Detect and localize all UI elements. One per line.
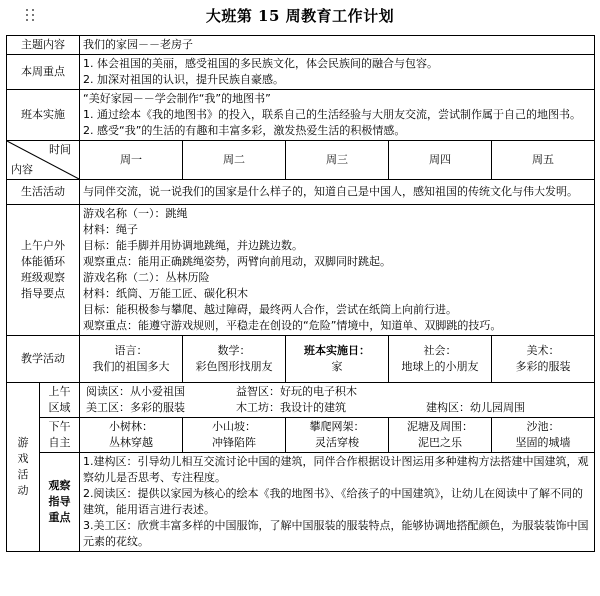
teaching-subject: 班本实施日： (304, 344, 370, 357)
outdoor-label-line: 指导要点 (21, 287, 65, 300)
theme-row (7, 36, 595, 55)
pm-area-cell (286, 418, 389, 453)
teaching-subject: 语言： (114, 344, 148, 357)
header-time-label: 时间 (49, 143, 71, 156)
game-label-char: 动 (17, 484, 29, 497)
header-content-label: 内容 (11, 163, 33, 176)
class-practice-line: 1. 通过绘本《我的地图书》的投入，联系自己的生活经验与大朋友交流，尝试制作属于自己的地图书。 (83, 108, 581, 121)
life-label: 生活活动 (7, 180, 80, 205)
obs-label-line: 观察 (48, 479, 71, 492)
am-label-line: 区域 (48, 401, 71, 414)
am-label (40, 383, 80, 418)
outdoor-line: 观察重点：能遵守游戏规则，平稳走在创设的“危险”情境中，知道单、双脚跳的技巧。 (83, 319, 502, 332)
class-practice-line: “美好家园－－学会制作“我”的地图书” (83, 92, 271, 105)
game-pm-row (7, 418, 595, 453)
am-area-item: 美工区：多彩的服装 (86, 401, 185, 414)
outdoor-content (80, 205, 595, 336)
teaching-cell-monday (80, 336, 183, 383)
game-label-char: 戏 (17, 452, 29, 465)
teaching-cell-wednesday (286, 336, 389, 383)
diagonal-header-cell (7, 141, 80, 180)
pm-area-name: 小山坡： (212, 420, 256, 433)
am-areas (80, 383, 595, 418)
class-practice-content (80, 90, 595, 141)
game-label-char: 活 (17, 468, 29, 481)
am-area-item: 建构区：幼儿园周围 (426, 401, 525, 414)
obs-label-line: 重点 (48, 511, 71, 524)
am-areas-line (86, 400, 591, 416)
pm-area-desc: 泥巴之乐 (418, 436, 462, 449)
am-label-line: 上午 (48, 385, 71, 398)
am-area-item: 木工坊：我设计的建筑 (236, 401, 346, 414)
outdoor-label (7, 205, 80, 336)
pm-label-line: 自主 (48, 436, 71, 449)
outdoor-line: 游戏名称（一）：跳绳 (83, 207, 188, 220)
class-practice-line: 2. 感受“我”的生活的有趣和丰富多彩，激发热爱生活的积极情感。 (83, 124, 406, 137)
obs-line: 1.建构区：引导幼儿相互交流讨论中国的建筑，同伴合作根据设计图运用多种建构方法搭建中国建筑，观察幼儿是否思考、专注程度。 (83, 455, 589, 484)
outdoor-line: 材料：绳子 (83, 223, 138, 236)
focus-row (7, 55, 595, 90)
pm-area-desc: 冲锋陷阵 (212, 436, 256, 449)
day-monday: 周一 (80, 141, 183, 180)
focus-line: 1. 体会祖国的美丽，感受祖国的多民族文化，体会民族间的融合与包容。 (83, 57, 438, 70)
pm-area-name: 沙池： (526, 420, 560, 433)
life-content: 与同伴交流，说一说我们的国家是什么样子的，知道自己是中国人，感知祖国的传统文化与伟大发明。 (80, 180, 595, 205)
obs-line: 3.美工区：欣赏丰富多样的中国服饰，了解中国服装的服装特点，能够协调地搭配颜色，为服装装饰中国元素的花纹。 (83, 519, 589, 548)
outdoor-line: 材料：纸筒、万能工匠、碳化积木 (83, 287, 248, 300)
teaching-cell-tuesday (183, 336, 286, 383)
pm-area-desc: 坚固的城墙 (515, 436, 571, 449)
pm-area-cell (492, 418, 595, 453)
day-friday: 周五 (492, 141, 595, 180)
teaching-subject: 数学： (217, 344, 251, 357)
pm-label-line: 下午 (48, 420, 71, 433)
am-area-item: 益智区：好玩的电子积木 (236, 385, 357, 398)
pm-area-desc: 丛林穿越 (109, 436, 153, 449)
focus-content (80, 55, 595, 90)
outdoor-line: 观察重点：能用正确跳绳姿势，两臂向前甩动，双脚同时跳起。 (83, 255, 391, 268)
teaching-row (7, 336, 595, 383)
teaching-cell-friday (492, 336, 595, 383)
game-label (7, 383, 40, 552)
pm-area-name: 攀爬网架： (309, 420, 365, 433)
outdoor-line: 目标：能积极参与攀爬、越过障碍，最终两人合作，尝试在纸筒上向前行进。 (83, 303, 457, 316)
class-practice-row (7, 90, 595, 141)
obs-line: 2.阅读区：提供以家园为核心的绘本《我的地图书》、《给孩子的中国建筑》，让幼儿在阅读中了解不同的建筑，能用语言进行表述。 (83, 487, 583, 516)
outdoor-label-line: 体能循环 (21, 255, 65, 268)
teaching-label: 教学活动 (7, 336, 80, 383)
outdoor-row (7, 205, 595, 336)
focus-label: 本周重点 (7, 55, 80, 90)
theme-label: 主题内容 (7, 36, 80, 55)
outdoor-line: 游戏名称（二）：丛林历险 (83, 271, 210, 284)
teaching-topic: 我们的祖国多大 (92, 360, 170, 373)
life-row (7, 180, 595, 205)
game-am-row (7, 383, 595, 418)
pm-label (40, 418, 80, 453)
am-areas-line (86, 384, 591, 400)
plan-table (6, 35, 595, 552)
pm-area-cell (183, 418, 286, 453)
outdoor-line: 目标：能手脚并用协调地跳绳，并边跳边数。 (83, 239, 303, 252)
teaching-subject: 社会： (423, 344, 457, 357)
page-title: 大班第 15 周教育工作计划 (205, 7, 395, 25)
pm-area-name: 小树林： (109, 420, 153, 433)
pm-area-name: 泥塘及周围： (407, 420, 473, 433)
teaching-subject: 美术： (526, 344, 560, 357)
day-thursday: 周四 (389, 141, 492, 180)
pm-area-cell (389, 418, 492, 453)
teaching-topic: 地球上的小朋友 (401, 360, 479, 373)
day-tuesday: 周二 (183, 141, 286, 180)
outdoor-label-line: 上午户外 (21, 239, 65, 252)
pm-area-desc: 灵活穿梭 (315, 436, 359, 449)
class-practice-label: 班本实施 (7, 90, 80, 141)
am-area-item: 阅读区：从小爱祖国 (86, 385, 185, 398)
game-obs-row (7, 453, 595, 552)
obs-content (80, 453, 595, 552)
focus-line: 2. 加深对祖国的认识，提升民族自豪感。 (83, 73, 284, 86)
outdoor-label-line: 班级观察 (21, 271, 65, 284)
obs-label (40, 453, 80, 552)
teaching-topic: 多彩的服装 (515, 360, 571, 373)
day-wednesday: 周三 (286, 141, 389, 180)
obs-label-line: 指导 (48, 495, 71, 508)
teaching-topic: 彩色图形找朋友 (195, 360, 273, 373)
teaching-cell-thursday (389, 336, 492, 383)
game-label-char: 游 (17, 436, 29, 449)
pm-area-cell (80, 418, 183, 453)
theme-value: 我们的家园－－老房子 (80, 36, 595, 55)
weekday-header-row (7, 141, 595, 180)
teaching-topic: 家 (331, 360, 343, 373)
